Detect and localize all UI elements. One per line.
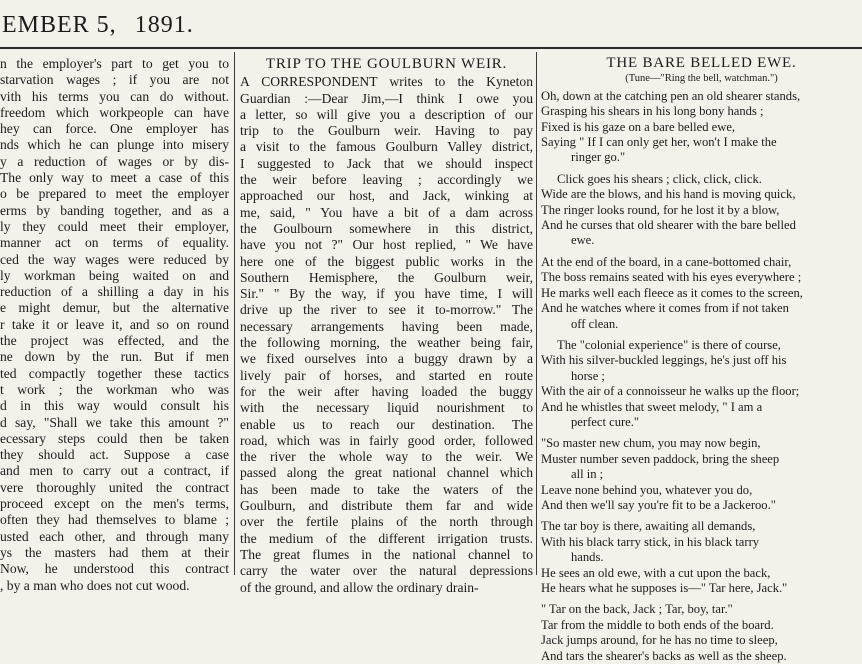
article-text-line: ted compactly together these tactics	[0, 365, 229, 381]
poem-line: Tar from the middle to both ends of the board.	[541, 617, 774, 632]
poem-line: And he watches where it comes from if not taken	[541, 301, 789, 316]
article-text-line: y a reduction of wages or by dis-	[0, 153, 229, 169]
masthead-rule	[0, 47, 862, 49]
poem-line: The ringer looks round, for he lost it by a blow,	[541, 202, 780, 217]
poem-tune: (Tune—"Ring the bell, watchman.")	[625, 73, 778, 85]
article-text-line: A CORRESPONDENT writes to the Kyneton	[240, 74, 533, 90]
poem-line: And he whistles that sweet melody, " I am a	[541, 399, 763, 414]
article-text-line: ecessary steps could then be taken	[0, 430, 229, 446]
article-text-line: Southern Hemisphere, the Goulburn weir,	[240, 269, 533, 285]
article-text-line: I suggested to Jack that we should inspect	[240, 155, 533, 171]
article-text-line: drive up the river to see it to-morrow." The	[240, 302, 533, 318]
column-divider-right	[536, 52, 537, 575]
article-text-line: the following morning, the weather being fair,	[240, 335, 533, 351]
article-text-line: proceed except on the men's terms,	[0, 496, 229, 512]
masthead-date: EMBER 5,	[2, 12, 117, 38]
article-text-line: n the employer's part to get you to	[0, 56, 229, 71]
article-text-line: Goulburn, and distribute them far and wide	[240, 498, 533, 514]
article-text-line: we fixed ourselves into a buggy drawn by a	[240, 351, 533, 367]
article-text-line: Now, he understood this contract	[0, 561, 229, 577]
article-text-line: d say, "Shall we take this amount ?"	[0, 414, 229, 430]
article-text-line: Sir." " By the way, if you have time, I will	[240, 286, 533, 302]
article-text-line: have you not ?" Our host replied, " We have	[240, 237, 533, 253]
article-heading-weir: TRIP TO THE GOULBURN WEIR.	[265, 56, 508, 72]
article-body-weir	[240, 74, 533, 596]
poem-stanza	[541, 172, 862, 249]
poem-line: He marks well each fleece as it comes to the screen,	[541, 285, 803, 300]
column-divider-left	[234, 52, 235, 575]
article-text-line: vith his terms you can do without.	[0, 88, 229, 104]
poem-line: With his silver-buckled leggings, he's just off his	[541, 353, 787, 368]
poem-line: And tars the shearer's backs as well as the sheep.	[541, 648, 787, 663]
poem-line: The tar boy is there, awaiting all demands,	[541, 519, 756, 534]
article-text-line: r take it or leave it, and so on round	[0, 316, 229, 332]
article-text-line: ly workman being waited on and	[0, 267, 229, 283]
article-text-line: over the fertile plains of the north through	[240, 514, 533, 530]
article-text-line: erms by banding together, and as a	[0, 202, 229, 218]
article-text-line: The only way to meet a case of this	[0, 170, 229, 186]
poem-stanza	[541, 519, 862, 596]
article-text-line: a visit to the famous Goulburn Valley district,	[240, 139, 533, 155]
poem-line: " Tar on the back, Jack ; Tar, boy, tar."	[541, 602, 733, 617]
poem-stanza	[541, 338, 862, 430]
poem-line: Wide are the blows, and his hand is moving quick,	[541, 187, 796, 202]
article-text-line: a letter, so will give you a description of our	[240, 106, 533, 122]
article-text-line: and men to carry out a contract, if	[0, 463, 229, 479]
article-text-line: freedom which workpeople can have	[0, 104, 229, 120]
article-text-line: d in this way would consult his	[0, 398, 229, 414]
article-text-line: the Goulbourn somewhere in this district,	[240, 220, 533, 236]
article-text-line: of the ground, and allow the ordinary drain-	[240, 579, 479, 595]
article-text-line: the project was effected, and the	[0, 333, 229, 349]
poem-line: And he curses that old shearer with the bare belled	[541, 218, 796, 233]
article-text-line: me, said, " You have a bit of a dam across	[240, 204, 533, 220]
article-text-line: the river the whole way to the weir. We	[240, 449, 533, 465]
article-text-line: ly they could meet their employer,	[0, 218, 229, 234]
poem-line: Fixed is his gaze on a bare belled ewe,	[541, 119, 736, 134]
article-text-line: enable us to reach our destination. The	[240, 416, 533, 432]
poem-line: "So master new chum, you may now begin,	[541, 436, 761, 451]
poem-stanza	[541, 436, 862, 513]
article-text-line: ys the masters had them at their	[0, 544, 229, 560]
article-text-line: lively pair of horses, and started en route	[240, 367, 533, 383]
article-text-line: trip to the Goulburn weir. Having to pay	[240, 123, 533, 139]
article-text-line: The great flumes in the national channel to	[240, 546, 533, 562]
article-text-line: ne down by the run. But if men	[0, 349, 229, 365]
poem-line: hands.	[571, 550, 604, 565]
poem-line: Muster number seven paddock, bring the sheep	[541, 451, 780, 466]
poem-line: perfect cure."	[571, 414, 640, 429]
poem-line: horse ;	[571, 368, 605, 383]
article-text-line: Guardian :—Dear Jim,—I think I owe you	[240, 90, 533, 106]
poem-line: ringer go."	[571, 150, 626, 165]
poem-line: Saying " If I can only get her, won't I make the	[541, 135, 777, 150]
poem-line: Leave none behind you, whatever you do,	[541, 482, 753, 497]
poem-line: With his black tarry stick, in his black tarry	[541, 534, 760, 549]
article-text-line: nds which he can plunge into misery	[0, 137, 229, 153]
article-text-line: passed along the great national channel which	[240, 465, 533, 481]
article-text-line: e might demur, but the alternative	[0, 300, 229, 316]
poem-title: THE BARE BELLED EWE.	[606, 55, 797, 71]
poem-line: ewe.	[571, 233, 595, 248]
poem-line: Grasping his shears in his long bony hands ;	[541, 104, 764, 119]
poem-stanza	[541, 89, 862, 166]
article-text-line: starvation wages ; if you are not	[0, 72, 229, 88]
article-text-line: reduction of a shilling a day in his	[0, 284, 229, 300]
poem-line: And then we'll say you're fit to be a Jackeroo."	[541, 497, 776, 512]
article-text-line: o be prepared to meet the employer	[0, 186, 229, 202]
poem-line: He hears what he supposes is—" Tar here, Jack."	[541, 581, 788, 595]
poem-line: Oh, down at the catching pen an old shearer stands,	[541, 88, 801, 103]
article-text-line: here one of the biggest public works in the	[240, 253, 533, 269]
article-text-line: necessary arrangements having been made,	[240, 318, 533, 334]
masthead	[2, 12, 194, 42]
masthead-year: 1891.	[134, 12, 194, 38]
poem-line: Click goes his shears ; click, click, click.	[557, 171, 762, 186]
article-text-line: for the weir after having loaded the buggy	[240, 383, 533, 399]
article-text-line: carry the water over the natural depressions	[240, 563, 533, 579]
poem-line: The boss remains seated with his eyes everywhere ;	[541, 270, 802, 285]
article-text-line: approached our host, and Jack, winking at	[240, 188, 533, 204]
poem-column	[541, 55, 862, 663]
article-text-line: they should act. Suppose a case	[0, 447, 229, 463]
poem-line: all in ;	[571, 467, 604, 482]
article-text-line: has been made to take the waters of the	[240, 481, 533, 497]
article-text-line: ced the way wages were reduced by	[0, 251, 229, 267]
article-column-labor	[0, 56, 229, 593]
poem-line: off clean.	[571, 316, 619, 331]
article-text-line: hey can force. One employer has	[0, 121, 229, 137]
poem-stanza	[541, 255, 862, 332]
poem-line: Jack jumps around, for he has no time to sleep,	[541, 633, 778, 648]
poem-line: At the end of the board, in a cane-bottomed chair,	[541, 254, 792, 269]
article-text-line: manner act on terms of equality.	[0, 235, 229, 251]
article-text-line: , by a man who does not cut wood.	[0, 577, 190, 593]
article-text-line: usted each other, and through many	[0, 528, 229, 544]
article-text-line: the weir before leaving ; accordingly we	[240, 172, 533, 188]
article-text-line: often they had themselves to blame ;	[0, 512, 229, 528]
poem-body	[541, 89, 862, 664]
poem-line: The "colonial experience" is there of course,	[557, 337, 781, 352]
poem-line: He sees an old ewe, with a cut upon the back,	[541, 565, 771, 580]
article-text-line: with the necessary liquid nourishment to	[240, 400, 533, 416]
poem-stanza	[541, 602, 862, 664]
article-text-line: t work ; the workman who was	[0, 381, 229, 397]
article-text-line: road, which was in fairly good order, followed	[240, 432, 533, 448]
article-text-line: vere thoroughly united the contract	[0, 479, 229, 495]
article-text-line: the medium of the different irrigation trusts.	[240, 530, 533, 546]
poem-line: With the air of a connoisseur he walks up the floor;	[541, 384, 800, 399]
article-column-weir	[240, 56, 533, 595]
